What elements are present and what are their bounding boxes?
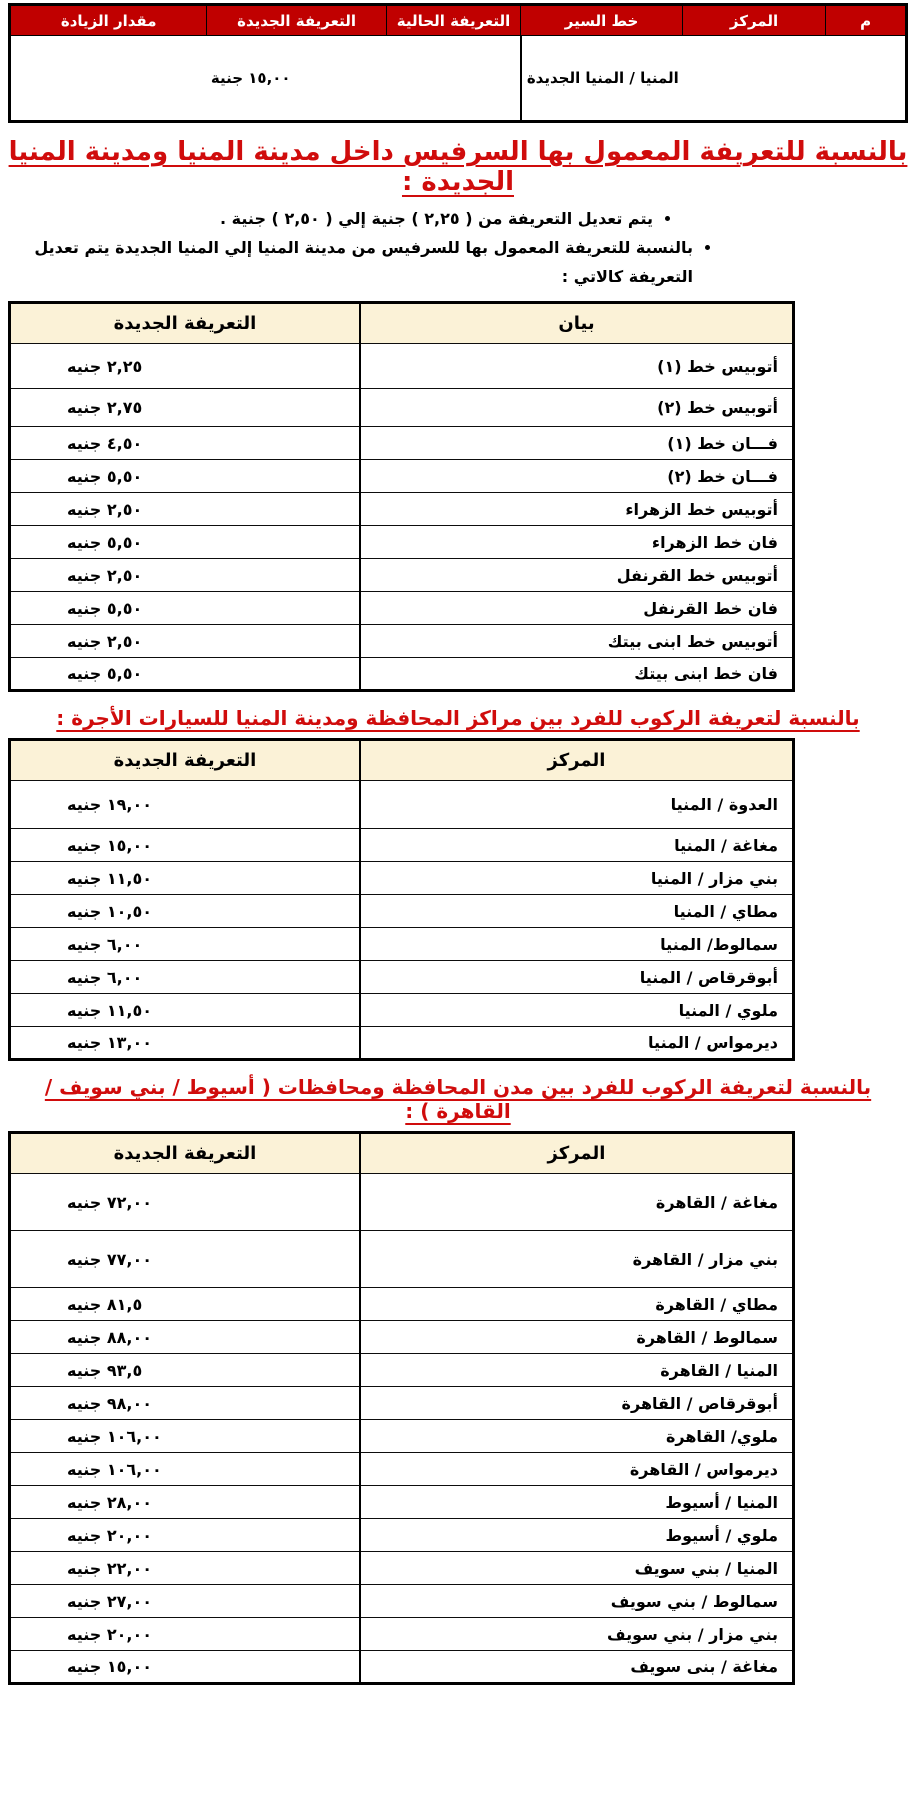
- line-tariff-cell: ٥,٥٠ جنيه: [10, 658, 360, 691]
- route-tariff-cell: ١٥,٠٠ جنيه: [10, 829, 360, 862]
- route-cell: المنيا / المنيا الجديدة: [521, 36, 682, 122]
- route-tariff-cell: ٦,٠٠ جنيه: [10, 928, 360, 961]
- route-tariff-cell: ٢٠,٠٠ جنيه: [10, 1519, 360, 1552]
- line-tariff-cell: ٢,٢٥ جنيه: [10, 344, 360, 389]
- service-table-row: [10, 493, 794, 526]
- name-column-header: بيان: [360, 303, 794, 344]
- centers-tariff-table: [8, 738, 795, 1061]
- route-name-cell: بني مزار / المنيا: [360, 862, 794, 895]
- governorates-tariff-table: [8, 1131, 795, 1685]
- col-header-current-tariff: التعريفة الحالية: [386, 5, 521, 36]
- centers-table-row: [10, 862, 794, 895]
- line-tariff-cell: ٢,٥٠ جنيه: [10, 625, 360, 658]
- route-tariff-cell: ٨١,٥ جنيه: [10, 1288, 360, 1321]
- line-name-cell: فان خط الزهراء: [360, 526, 794, 559]
- section-heading-governorates: بالنسبة لتعريفة الركوب للفرد بين مدن المحافظة ومحافظات ( أسيوط / بني سويف / القاهرة ) :: [44, 1075, 872, 1124]
- service-table-row: [10, 427, 794, 460]
- route-tariff-cell: ١٥,٠٠ جنيه: [10, 1651, 360, 1684]
- line-name-cell: فـــان خط (٢): [360, 460, 794, 493]
- line-name-cell: أتوبيس خط (٢): [360, 389, 794, 427]
- route-name-cell: مغاغة / بنى سويف: [360, 1651, 794, 1684]
- line-name-cell: أتوبيس خط الزهراء: [360, 493, 794, 526]
- service-table-row: [10, 526, 794, 559]
- centers-table-header-row: [10, 740, 794, 781]
- route-name-cell: مغاغة / القاهرة: [360, 1174, 794, 1231]
- markaz-cell: [682, 36, 826, 122]
- route-name-cell: بني مزار / القاهرة: [360, 1231, 794, 1288]
- col-header-route: خط السير: [521, 5, 682, 36]
- service-table-row: [10, 460, 794, 493]
- line-name-cell: فـــان خط (١): [360, 427, 794, 460]
- route-name-cell: سمالوط/ المنيا: [360, 928, 794, 961]
- route-tariff-cell: ١٠٦,٠٠ جنيه: [10, 1420, 360, 1453]
- service-table-row: [10, 559, 794, 592]
- line-tariff-cell: ٢,٧٥ جنيه: [10, 389, 360, 427]
- service-table-row: [10, 389, 794, 427]
- route-tariff-cell: ١١,٥٠ جنيه: [10, 994, 360, 1027]
- route-tariff-cell: ٢٧,٠٠ جنيه: [10, 1585, 360, 1618]
- governorates-table-row: [10, 1174, 794, 1231]
- route-name-cell: المنيا / أسيوط: [360, 1486, 794, 1519]
- line-tariff-cell: ٤,٥٠ جنيه: [10, 427, 360, 460]
- route-name-cell: سمالوط / القاهرة: [360, 1321, 794, 1354]
- route-name-cell: ملوي / المنيا: [360, 994, 794, 1027]
- centers-table-row: [10, 994, 794, 1027]
- route-tariff-cell: ١٣,٠٠ جنيه: [10, 1027, 360, 1060]
- col-header-increase: مقدار الزيادة: [10, 5, 207, 36]
- note-item-service-lines: • بالنسبة للتعريفة المعمول بها للسرفيس من مدينة المنيا إلي المنيا الجديدة يتم تعديل التعريفة كالاتي :: [8, 234, 693, 292]
- line-name-cell: أتوبيس خط القرنفل: [360, 559, 794, 592]
- tariff-column-header: التعريفة الجديدة: [10, 303, 360, 344]
- line-tariff-cell: ٥,٥٠ جنيه: [10, 526, 360, 559]
- current-tariff-cell: [386, 36, 521, 122]
- governorates-table-row: [10, 1585, 794, 1618]
- governorates-table-row: [10, 1618, 794, 1651]
- governorates-table-row: [10, 1552, 794, 1585]
- main-tariff-table: [8, 3, 908, 123]
- service-table-row: [10, 625, 794, 658]
- route-tariff-cell: ٦,٠٠ جنيه: [10, 961, 360, 994]
- section-heading-centers: بالنسبة لتعريفة الركوب للفرد بين مراكز المحافظة ومدينة المنيا للسيارات الأجرة :: [56, 706, 860, 731]
- note-item-tariff-change: • يتم تعديل التعريفة من ( ٢,٢٥ ) جنية إلي ( ٢,٥٠ ) جنية .: [8, 205, 653, 234]
- route-tariff-cell: ٨٨,٠٠ جنيه: [10, 1321, 360, 1354]
- route-tariff-cell: ٩٨,٠٠ جنيه: [10, 1387, 360, 1420]
- route-name-cell: أبوقرقاص / المنيا: [360, 961, 794, 994]
- route-tariff-cell: ٢٢,٠٠ جنيه: [10, 1552, 360, 1585]
- name-column-header: المركز: [360, 740, 794, 781]
- line-name-cell: فان خط ابنى بيتك: [360, 658, 794, 691]
- route-name-cell: مغاغة / المنيا: [360, 829, 794, 862]
- governorates-table-row: [10, 1519, 794, 1552]
- section-heading-service: بالنسبة للتعريفة المعمول بها السرفيس داخل مدينة المنيا ومدينة المنيا الجديدة :: [8, 137, 908, 197]
- governorates-table-row: [10, 1420, 794, 1453]
- route-name-cell: سمالوط / بني سويف: [360, 1585, 794, 1618]
- centers-table-row: [10, 829, 794, 862]
- route-name-cell: ملوي/ القاهرة: [360, 1420, 794, 1453]
- route-name-cell: بني مزار / بني سويف: [360, 1618, 794, 1651]
- service-table-header-row: [10, 303, 794, 344]
- col-header-serial: م: [826, 5, 907, 36]
- service-table-row: [10, 592, 794, 625]
- route-tariff-cell: ١١,٥٠ جنيه: [10, 862, 360, 895]
- centers-table-row: [10, 781, 794, 829]
- serial-cell: [826, 36, 907, 122]
- route-tariff-cell: ٧٧,٠٠ جنيه: [10, 1231, 360, 1288]
- line-tariff-cell: ٢,٥٠ جنيه: [10, 559, 360, 592]
- route-name-cell: أبوقرقاص / القاهرة: [360, 1387, 794, 1420]
- route-tariff-cell: ٢٨,٠٠ جنيه: [10, 1486, 360, 1519]
- centers-table-row: [10, 1027, 794, 1060]
- route-tariff-cell: ٧٢,٠٠ جنيه: [10, 1174, 360, 1231]
- governorates-table-row: [10, 1651, 794, 1684]
- route-tariff-cell: ١٠٦,٠٠ جنيه: [10, 1453, 360, 1486]
- governorates-table-row: [10, 1354, 794, 1387]
- line-tariff-cell: ٥,٥٠ جنيه: [10, 592, 360, 625]
- route-tariff-cell: ١٩,٠٠ جنيه: [10, 781, 360, 829]
- governorates-table-row: [10, 1231, 794, 1288]
- new-tariff-cell: ١٥,٠٠ جنية: [210, 69, 291, 87]
- route-tariff-cell: ٢٠,٠٠ جنيه: [10, 1618, 360, 1651]
- col-header-new-tariff: التعريفة الجديدة: [207, 5, 386, 36]
- centers-table-row: [10, 961, 794, 994]
- line-name-cell: فان خط القرنفل: [360, 592, 794, 625]
- route-tariff-cell: ١٠,٥٠ جنيه: [10, 895, 360, 928]
- service-lines-table: [8, 301, 795, 692]
- route-name-cell: ديرمواس / القاهرة: [360, 1453, 794, 1486]
- route-name-cell: ملوي / أسيوط: [360, 1519, 794, 1552]
- governorates-table-header-row: [10, 1133, 794, 1174]
- route-name-cell: ديرمواس / المنيا: [360, 1027, 794, 1060]
- main-tariff-header-row: [10, 5, 907, 36]
- increase-cell: [10, 36, 207, 122]
- route-tariff-cell: ٩٣,٥ جنيه: [10, 1354, 360, 1387]
- tariff-column-header: التعريفة الجديدة: [10, 740, 360, 781]
- route-name-cell: مطاي / القاهرة: [360, 1288, 794, 1321]
- line-tariff-cell: ٥,٥٠ جنيه: [10, 460, 360, 493]
- tariff-column-header: التعريفة الجديدة: [10, 1133, 360, 1174]
- governorates-table-row: [10, 1453, 794, 1486]
- route-name-cell: مطاي / المنيا: [360, 895, 794, 928]
- governorates-table-row: [10, 1288, 794, 1321]
- service-table-row: [10, 658, 794, 691]
- service-notes-list: [8, 201, 908, 293]
- route-name-cell: المنيا / بني سويف: [360, 1552, 794, 1585]
- route-name-cell: المنيا / القاهرة: [360, 1354, 794, 1387]
- line-tariff-cell: ٢,٥٠ جنيه: [10, 493, 360, 526]
- centers-table-row: [10, 895, 794, 928]
- col-header-markaz: المركز: [682, 5, 826, 36]
- governorates-table-row: [10, 1321, 794, 1354]
- centers-table-row: [10, 928, 794, 961]
- main-tariff-data-row: [10, 36, 907, 122]
- line-name-cell: أتوبيس خط (١): [360, 344, 794, 389]
- governorates-table-row: [10, 1387, 794, 1420]
- line-name-cell: أتوبيس خط ابنى بيتك: [360, 625, 794, 658]
- service-table-row: [10, 344, 794, 389]
- route-name-cell: العدوة / المنيا: [360, 781, 794, 829]
- governorates-table-row: [10, 1486, 794, 1519]
- name-column-header: المركز: [360, 1133, 794, 1174]
